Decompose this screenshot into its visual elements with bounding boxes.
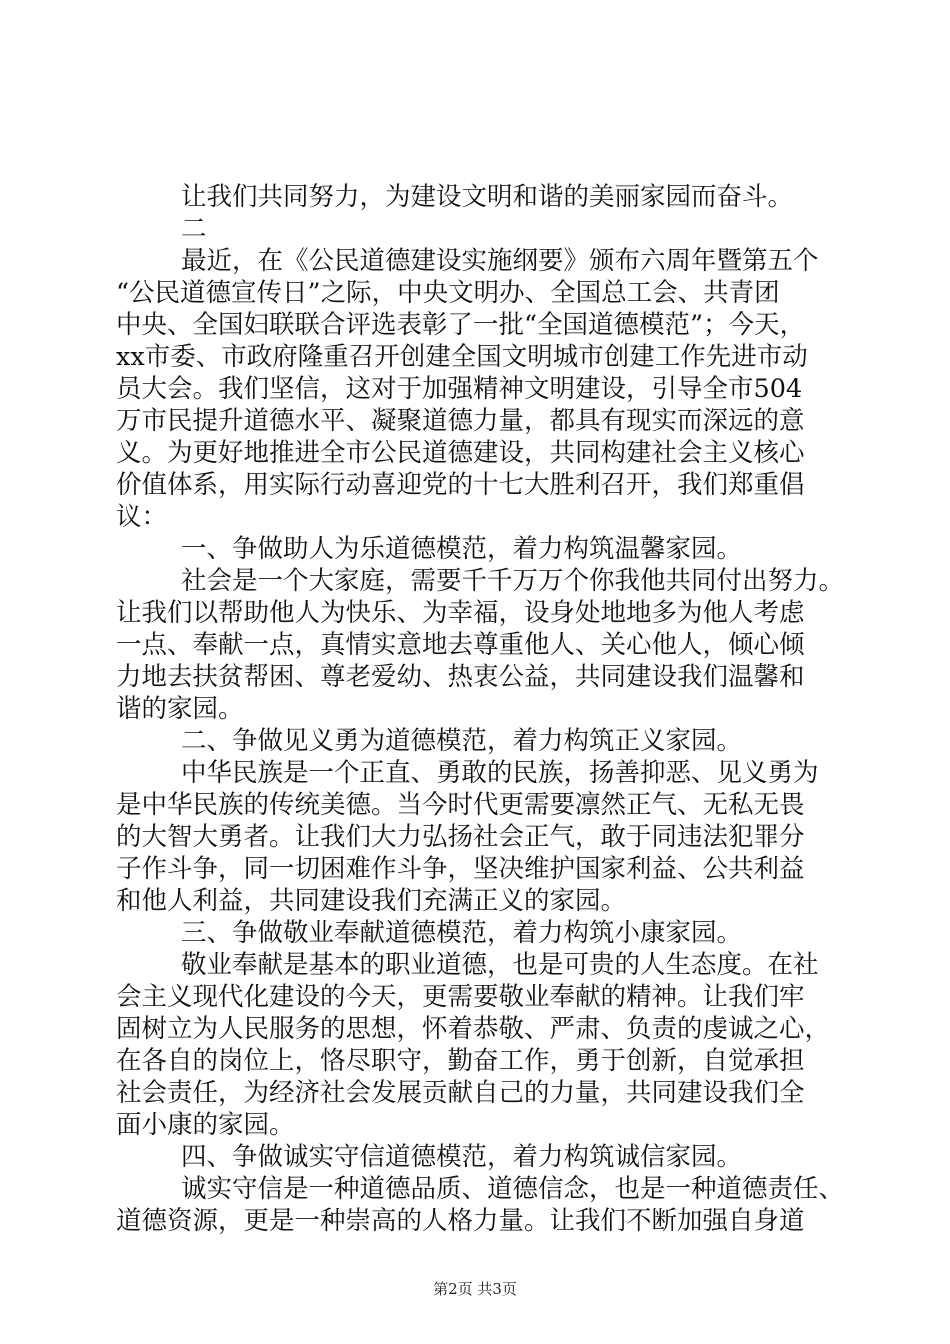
paragraph-line: 会主义现代化建设的今天，更需要敬业奉献的精神。让我们牢 <box>116 982 805 1012</box>
section-heading: 一、争做助人为乐道德模范，着力构筑温馨家园。 <box>181 534 743 564</box>
section-heading: 二、争做见义勇为道德模范，着力构筑正义家园。 <box>181 726 743 756</box>
paragraph-line: 谐的家园。 <box>116 694 244 724</box>
paragraph-line: 让我们共同努力，为建设文明和谐的美丽家园而奋斗。 <box>181 182 794 212</box>
paragraph-line: 一点、奉献一点，真情实意地去尊重他人、关心他人，倾心倾 <box>116 630 805 660</box>
paragraph-line: 最近，在《公民道德建设实施纲要》颁布六周年暨第五个 <box>181 246 819 276</box>
paragraph-line: 中央、全国妇联联合评选表彰了一批“全国道德模范”；今天， <box>116 310 806 340</box>
paragraph-line: 在各自的岗位上，恪尽职守，勤奋工作，勇于创新，自觉承担 <box>116 1046 805 1076</box>
paragraph-line: 固树立为人民服务的思想，怀着恭敬、严肃、负责的虔诚之心， <box>116 1014 831 1044</box>
paragraph-line: 社会是一个大家庭，需要千千万万个你我他共同付出努力。 <box>181 566 845 596</box>
paragraph-line: 员大会。我们坚信，这对于加强精神文明建设，引导全市504 <box>116 374 803 404</box>
paragraph-line: 价值体系，用实际行动喜迎党的十七大胜利召开，我们郑重倡 <box>116 470 805 500</box>
section-heading: 四、争做诚实守信道德模范，着力构筑诚信家园。 <box>181 1142 743 1172</box>
paragraph-line: 是中华民族的传统美德。当今时代更需要凛然正气、无私无畏 <box>116 790 805 820</box>
paragraph-line: 和他人利益，共同建设我们充满正义的家园。 <box>116 886 627 916</box>
paragraph-line: 的大智大勇者。让我们大力弘扬社会正气，敢于同违法犯罪分 <box>116 822 805 852</box>
paragraph-line: 子作斗争，同一切困难作斗争，坚决维护国家利益、公共利益 <box>116 854 805 884</box>
paragraph-line: 敬业奉献是基本的职业道德，也是可贵的人生态度。在社 <box>181 950 819 980</box>
paragraph-line: 面小康的家园。 <box>116 1110 295 1140</box>
paragraph-line: “公民道德宣传日”之际，中央文明办、全国总工会、共青团 <box>116 278 780 308</box>
paragraph-line: 中华民族是一个正直、勇敢的民族，扬善抑恶、见义勇为 <box>181 758 819 788</box>
section-heading: 三、争做敬业奉献道德模范，着力构筑小康家园。 <box>181 918 743 948</box>
paragraph-line: xx市委、市政府隆重召开创建全国文明城市创建工作先进市动 <box>116 342 808 372</box>
paragraph-line: 义。为更好地推进全市公民道德建设，共同构建社会主义核心 <box>116 438 805 468</box>
paragraph-line: 社会责任，为经济社会发展贡献自己的力量，共同建设我们全 <box>116 1078 805 1108</box>
paragraph-line: 万市民提升道德水平、凝聚道德力量，都具有现实而深远的意 <box>116 406 805 436</box>
paragraph-line: 诚实守信是一种道德品质、道德信念，也是一种道德责任、 <box>181 1174 845 1204</box>
paragraph-line: 让我们以帮助他人为快乐、为幸福，设身处地地多为他人考虑 <box>116 598 805 628</box>
paragraph-line: 力地去扶贫帮困、尊老爱幼、热衷公益，共同建设我们温馨和 <box>116 662 805 692</box>
paragraph-line: 议： <box>116 502 168 532</box>
section-number: 二 <box>181 214 207 244</box>
page-number-footer: 第2页 共3页 <box>433 1280 517 1298</box>
paragraph-line: 道德资源，更是一种崇高的人格力量。让我们不断加强自身道 <box>116 1206 805 1236</box>
